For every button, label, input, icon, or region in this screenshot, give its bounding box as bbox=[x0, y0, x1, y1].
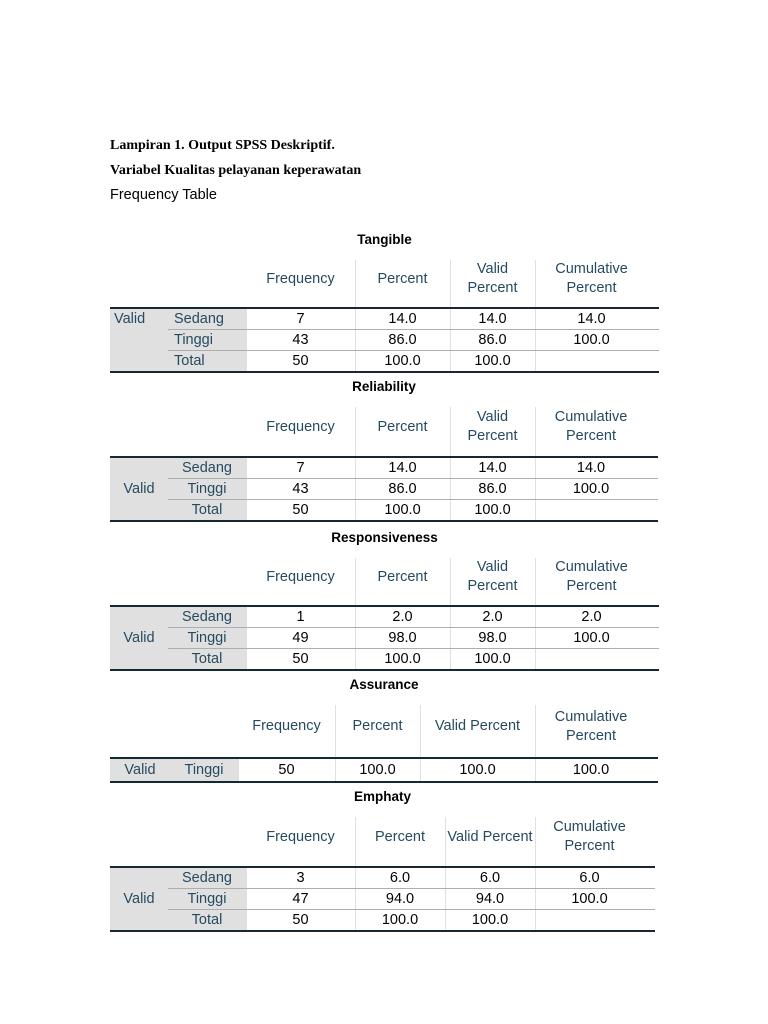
column-header-valid-percent bbox=[420, 695, 535, 758]
cell-cumulative-percent bbox=[535, 499, 647, 520]
row-label-tinggi: Tinggi bbox=[184, 761, 224, 778]
row-label-total: Total bbox=[174, 352, 205, 369]
table-emphaty bbox=[110, 787, 655, 932]
document-line-title: Lampiran 1. Output SPSS Deskriptif. bbox=[110, 138, 335, 153]
column-header-label: Percent bbox=[377, 270, 428, 287]
row-label-total: Total bbox=[191, 501, 223, 518]
row-group-label: Valid bbox=[114, 310, 146, 327]
cell-frequency: 50 bbox=[292, 911, 309, 928]
table-bottom-rule bbox=[110, 371, 659, 373]
cell-frequency: 7 bbox=[296, 310, 305, 327]
cell-cumulative-percent bbox=[535, 648, 648, 669]
cell-valid-percent: 14.0 bbox=[478, 310, 507, 327]
column-header-label: Valid Percent bbox=[447, 828, 533, 845]
cell-valid-percent: 100.0 bbox=[474, 650, 511, 667]
cell-percent: 98.0 bbox=[388, 629, 417, 646]
table-title: Assurance bbox=[349, 677, 419, 692]
cell-valid-percent: 2.0 bbox=[482, 608, 503, 625]
table-title: Reliability bbox=[352, 379, 416, 394]
column-header-valid-percent bbox=[450, 250, 535, 308]
cell-cumulative-percent: 100.0 bbox=[572, 761, 610, 778]
column-header-percent bbox=[355, 548, 450, 606]
table-assurance bbox=[110, 675, 658, 783]
cell-frequency: 43 bbox=[292, 480, 309, 497]
column-header-frequency bbox=[246, 807, 355, 867]
column-header-frequency bbox=[246, 397, 355, 457]
row-group-label: Valid bbox=[124, 761, 156, 778]
row-label-tinggi: Tinggi bbox=[187, 629, 227, 646]
cell-percent: 2.0 bbox=[392, 608, 413, 625]
column-header-frequency bbox=[246, 548, 355, 606]
column-header-label: Valid Percent bbox=[467, 261, 518, 296]
row-label-sedang: Sedang bbox=[182, 869, 232, 886]
column-header-percent bbox=[335, 695, 420, 758]
cell-percent: 14.0 bbox=[388, 459, 417, 476]
column-header-cumulative-percent bbox=[535, 807, 644, 867]
cell-valid-percent: 86.0 bbox=[478, 480, 507, 497]
column-header-label: Frequency bbox=[266, 418, 335, 435]
column-header-label: Percent bbox=[375, 828, 425, 845]
row-label-tinggi: Tinggi bbox=[187, 480, 227, 497]
cell-valid-percent: 100.0 bbox=[474, 501, 511, 518]
cell-valid-percent: 100.0 bbox=[459, 761, 496, 778]
cell-frequency: 47 bbox=[292, 890, 309, 907]
row-group-label: Valid bbox=[123, 480, 155, 497]
row-label-tinggi: Tinggi bbox=[174, 331, 213, 348]
cell-frequency: 50 bbox=[292, 352, 309, 369]
cell-percent: 100.0 bbox=[359, 761, 396, 778]
column-header-label: Frequency bbox=[266, 828, 335, 845]
cell-cumulative-percent bbox=[535, 350, 648, 371]
column-header-label: Valid Percent bbox=[467, 409, 518, 444]
column-header-valid-percent bbox=[450, 548, 535, 606]
column-header-label: Percent bbox=[352, 718, 403, 734]
column-header-percent bbox=[355, 250, 450, 308]
column-header-label: Cumulative Percent bbox=[555, 559, 628, 594]
cell-frequency: 7 bbox=[296, 459, 305, 476]
cell-percent: 86.0 bbox=[388, 331, 417, 348]
cell-cumulative-percent: 6.0 bbox=[579, 869, 600, 886]
row-label-sedang: Sedang bbox=[174, 310, 224, 327]
cell-frequency: 50 bbox=[278, 761, 295, 778]
cell-frequency: 3 bbox=[296, 869, 305, 886]
column-header-label: Cumulative Percent bbox=[554, 708, 628, 744]
row-label-total: Total bbox=[191, 911, 223, 928]
table-title: Emphaty bbox=[353, 789, 411, 804]
column-header-valid-percent bbox=[445, 807, 535, 867]
column-header-cumulative-percent bbox=[535, 397, 647, 457]
table-bottom-rule bbox=[110, 520, 658, 522]
table-bottom-rule bbox=[110, 930, 655, 932]
cell-cumulative-percent bbox=[535, 909, 644, 930]
frequency-table-heading: Frequency Table bbox=[110, 187, 217, 203]
cell-percent: 6.0 bbox=[389, 869, 411, 886]
cell-valid-percent: 100.0 bbox=[471, 911, 509, 928]
column-header-label: Percent bbox=[377, 418, 428, 435]
cell-valid-percent: 86.0 bbox=[478, 331, 507, 348]
cell-frequency: 50 bbox=[292, 650, 309, 667]
table-reliability bbox=[110, 377, 658, 522]
row-group-label: Valid bbox=[123, 629, 155, 646]
column-header-label: Valid Percent bbox=[434, 718, 521, 734]
cell-frequency: 50 bbox=[292, 501, 309, 518]
column-header-valid-percent bbox=[450, 397, 535, 457]
table-title: Responsiveness bbox=[331, 530, 438, 545]
cell-percent: 14.0 bbox=[388, 310, 417, 327]
row-label-tinggi: Tinggi bbox=[187, 890, 227, 907]
cell-percent: 86.0 bbox=[388, 480, 417, 497]
cell-cumulative-percent: 100.0 bbox=[571, 890, 608, 907]
cell-cumulative-percent: 100.0 bbox=[572, 480, 610, 497]
cell-frequency: 49 bbox=[292, 629, 309, 646]
cell-valid-percent: 100.0 bbox=[474, 352, 511, 369]
cell-percent: 100.0 bbox=[381, 911, 419, 928]
row-label-total: Total bbox=[191, 650, 223, 667]
cell-percent: 100.0 bbox=[384, 501, 421, 518]
cell-cumulative-percent: 14.0 bbox=[577, 310, 606, 327]
cell-percent: 94.0 bbox=[385, 890, 415, 907]
column-header-label: Frequency bbox=[266, 568, 335, 585]
column-header-cumulative-percent bbox=[535, 250, 648, 308]
column-header-label: Frequency bbox=[266, 270, 335, 287]
column-header-label: Cumulative Percent bbox=[553, 819, 626, 854]
column-header-label: Cumulative Percent bbox=[555, 261, 628, 296]
column-header-label: Frequency bbox=[252, 718, 321, 734]
row-label-sedang: Sedang bbox=[182, 608, 232, 625]
table-responsiveness bbox=[110, 528, 659, 671]
cell-frequency: 1 bbox=[296, 608, 305, 625]
cell-valid-percent: 98.0 bbox=[478, 629, 507, 646]
column-header-percent bbox=[355, 397, 450, 457]
column-header-cumulative-percent bbox=[535, 548, 648, 606]
table-bottom-rule bbox=[110, 781, 658, 783]
row-group-label: Valid bbox=[123, 890, 155, 907]
table-tangible bbox=[110, 230, 659, 373]
column-header-label: Valid Percent bbox=[467, 559, 518, 594]
table-title: Tangible bbox=[357, 232, 412, 247]
cell-cumulative-percent: 2.0 bbox=[581, 608, 602, 625]
cell-percent: 100.0 bbox=[384, 650, 421, 667]
row-label-sedang: Sedang bbox=[182, 459, 232, 476]
cell-cumulative-percent: 100.0 bbox=[573, 629, 610, 646]
column-header-frequency bbox=[238, 695, 335, 758]
column-header-label: Cumulative Percent bbox=[554, 409, 628, 444]
cell-percent: 100.0 bbox=[384, 352, 421, 369]
cell-valid-percent: 14.0 bbox=[478, 459, 507, 476]
cell-valid-percent: 94.0 bbox=[475, 890, 505, 907]
column-header-label: Percent bbox=[377, 568, 428, 585]
cell-cumulative-percent: 100.0 bbox=[573, 331, 610, 348]
column-header-percent bbox=[355, 807, 445, 867]
cell-frequency: 43 bbox=[292, 331, 309, 348]
column-header-frequency bbox=[246, 250, 355, 308]
table-bottom-rule bbox=[110, 669, 659, 671]
column-header-cumulative-percent bbox=[535, 695, 647, 758]
document-line-variable: Variabel Kualitas pelayanan keperawatan bbox=[110, 163, 362, 178]
cell-cumulative-percent: 14.0 bbox=[576, 459, 606, 476]
cell-valid-percent: 6.0 bbox=[479, 869, 501, 886]
